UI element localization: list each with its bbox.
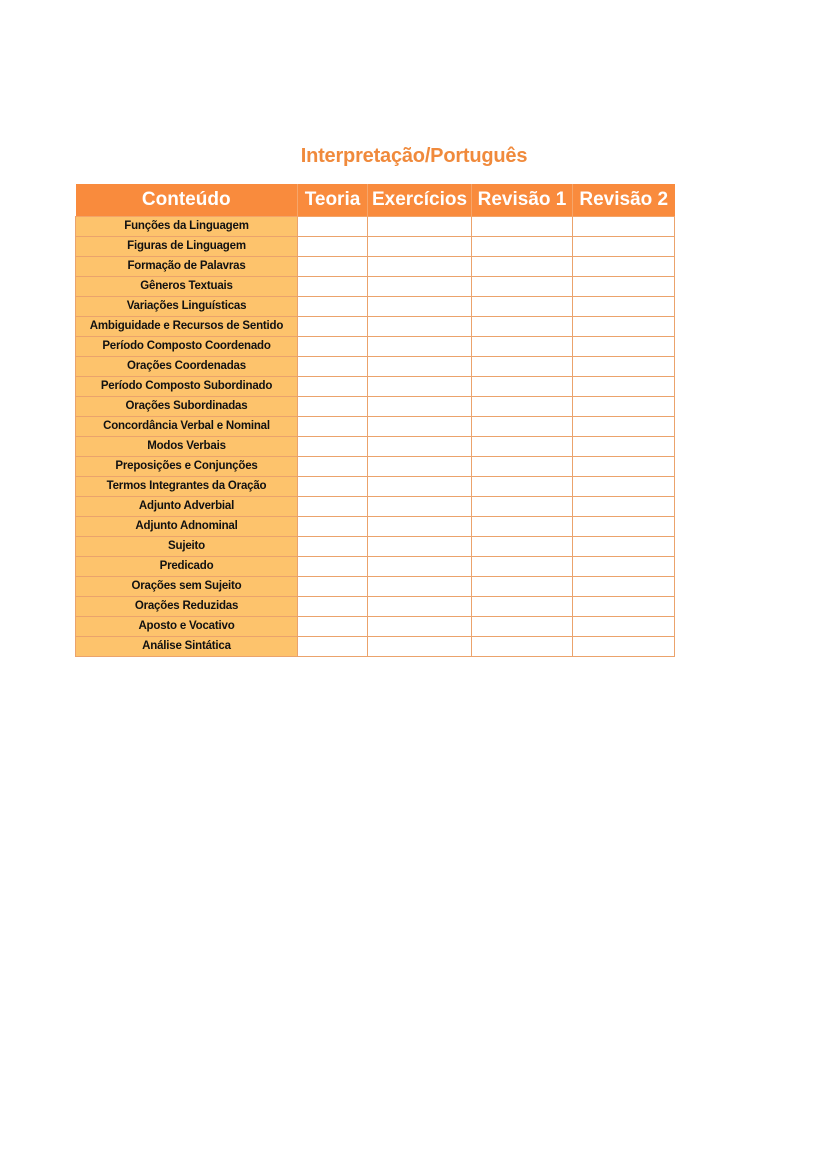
topic-cell: Figuras de Linguagem [76,237,298,257]
revisao1-cell[interactable] [472,257,573,277]
exercicios-cell[interactable] [368,257,472,277]
exercicios-cell[interactable] [368,597,472,617]
column-header-revisao-1: Revisão 1 [472,184,573,217]
header-row [76,184,675,217]
teoria-cell[interactable] [298,397,368,417]
topic-cell: Aposto e Vocativo [76,617,298,637]
topic-cell: Modos Verbais [76,437,298,457]
revisao1-cell[interactable] [472,557,573,577]
table-row [76,577,675,597]
revisao1-cell[interactable] [472,537,573,557]
topic-cell: Variações Linguísticas [76,297,298,317]
topic-cell: Adjunto Adnominal [76,517,298,537]
exercicios-cell[interactable] [368,237,472,257]
teoria-cell[interactable] [298,417,368,437]
revisao1-cell[interactable] [472,637,573,657]
exercicios-cell[interactable] [368,337,472,357]
study-table [75,184,675,657]
table-row [76,597,675,617]
revisao2-cell[interactable] [573,637,675,657]
revisao2-cell[interactable] [573,617,675,637]
topic-cell: Adjunto Adverbial [76,497,298,517]
table-row [76,457,675,477]
revisao2-cell[interactable] [573,417,675,437]
revisao1-cell[interactable] [472,217,573,237]
revisao1-cell[interactable] [472,237,573,257]
topic-cell: Predicado [76,557,298,577]
revisao2-cell[interactable] [573,537,675,557]
table-row [76,357,675,377]
topic-cell: Gêneros Textuais [76,277,298,297]
exercicios-cell[interactable] [368,537,472,557]
exercicios-cell[interactable] [368,277,472,297]
revisao2-cell[interactable] [573,357,675,377]
teoria-cell[interactable] [298,517,368,537]
exercicios-cell[interactable] [368,637,472,657]
table-row [76,257,675,277]
exercicios-cell[interactable] [368,357,472,377]
teoria-cell[interactable] [298,297,368,317]
revisao2-cell[interactable] [573,597,675,617]
exercicios-cell[interactable] [368,377,472,397]
table-row [76,517,675,537]
exercicios-cell[interactable] [368,457,472,477]
table-row [76,497,675,517]
teoria-cell[interactable] [298,337,368,357]
exercicios-cell[interactable] [368,437,472,457]
table-row [76,277,675,297]
exercicios-cell[interactable] [368,517,472,537]
topic-cell: Concordância Verbal e Nominal [76,417,298,437]
revisao2-cell[interactable] [573,377,675,397]
teoria-cell[interactable] [298,557,368,577]
revisao1-cell[interactable] [472,357,573,377]
revisao1-cell[interactable] [472,277,573,297]
exercicios-cell[interactable] [368,617,472,637]
revisao1-cell[interactable] [472,317,573,337]
revisao2-cell[interactable] [573,257,675,277]
table-row [76,477,675,497]
revisao2-cell[interactable] [573,497,675,517]
table-header [76,184,675,217]
revisao2-cell[interactable] [573,457,675,477]
column-header-revisao-2: Revisão 2 [573,184,675,217]
teoria-cell[interactable] [298,377,368,397]
revisao1-cell[interactable] [472,337,573,357]
table-row [76,337,675,357]
column-header-exercicios: Exercícios [368,184,472,217]
revisao2-cell[interactable] [573,277,675,297]
teoria-cell[interactable] [298,437,368,457]
revisao1-cell[interactable] [472,457,573,477]
table-row [76,557,675,577]
revisao2-cell[interactable] [573,237,675,257]
exercicios-cell[interactable] [368,497,472,517]
table-row [76,537,675,557]
exercicios-cell[interactable] [368,397,472,417]
topic-cell: Orações Coordenadas [76,357,298,377]
table-body [76,217,675,657]
exercicios-cell[interactable] [368,417,472,437]
teoria-cell[interactable] [298,217,368,237]
revisao1-cell[interactable] [472,417,573,437]
teoria-cell[interactable] [298,577,368,597]
exercicios-cell[interactable] [368,317,472,337]
topic-cell: Orações sem Sujeito [76,577,298,597]
revisao1-cell[interactable] [472,477,573,497]
revisao1-cell[interactable] [472,617,573,637]
topic-cell: Preposições e Conjunções [76,457,298,477]
revisao2-cell[interactable] [573,397,675,417]
table-row [76,397,675,417]
revisao2-cell[interactable] [573,557,675,577]
topic-cell: Sujeito [76,537,298,557]
teoria-cell[interactable] [298,457,368,477]
table-row [76,437,675,457]
table-row [76,417,675,437]
revisao1-cell[interactable] [472,597,573,617]
page-title-text: Interpretação/Português [300,145,528,167]
revisao1-cell[interactable] [472,497,573,517]
revisao2-cell[interactable] [573,337,675,357]
revisao1-cell[interactable] [472,577,573,597]
revisao1-cell[interactable] [472,377,573,397]
exercicios-cell[interactable] [368,557,472,577]
topic-cell: Período Composto Subordinado [76,377,298,397]
revisao2-cell[interactable] [573,517,675,537]
topic-cell: Funções da Linguagem [76,217,298,237]
exercicios-cell[interactable] [368,577,472,597]
table-row [76,377,675,397]
teoria-cell[interactable] [298,537,368,557]
table-row [76,217,675,237]
table-row [76,317,675,337]
teoria-cell[interactable] [298,477,368,497]
revisao2-cell[interactable] [573,297,675,317]
exercicios-cell[interactable] [368,217,472,237]
revisao1-cell[interactable] [472,397,573,417]
table-row [76,297,675,317]
teoria-cell[interactable] [298,257,368,277]
topic-cell: Formação de Palavras [76,257,298,277]
revisao2-cell[interactable] [573,577,675,597]
revisao2-cell[interactable] [573,217,675,237]
teoria-cell[interactable] [298,637,368,657]
teoria-cell[interactable] [298,597,368,617]
revisao1-cell[interactable] [472,437,573,457]
column-header-conteudo: Conteúdo [76,184,298,217]
revisao2-cell[interactable] [573,477,675,497]
revisao1-cell[interactable] [472,297,573,317]
teoria-cell[interactable] [298,277,368,297]
revisao1-cell[interactable] [472,517,573,537]
topic-cell: Período Composto Coordenado [76,337,298,357]
teoria-cell[interactable] [298,317,368,337]
teoria-cell[interactable] [298,497,368,517]
column-header-teoria: Teoria [298,184,368,217]
topic-cell: Orações Subordinadas [76,397,298,417]
revisao2-cell[interactable] [573,317,675,337]
table-row [76,637,675,657]
topic-cell: Ambiguidade e Recursos de Sentido [76,317,298,337]
topic-cell: Análise Sintática [76,637,298,657]
teoria-cell[interactable] [298,617,368,637]
teoria-cell[interactable] [298,357,368,377]
topic-cell: Termos Integrantes da Oração [76,477,298,497]
page-title [0,145,828,168]
topic-cell: Orações Reduzidas [76,597,298,617]
revisao2-cell[interactable] [573,437,675,457]
exercicios-cell[interactable] [368,297,472,317]
teoria-cell[interactable] [298,237,368,257]
exercicios-cell[interactable] [368,477,472,497]
table-row [76,617,675,637]
table-row [76,237,675,257]
